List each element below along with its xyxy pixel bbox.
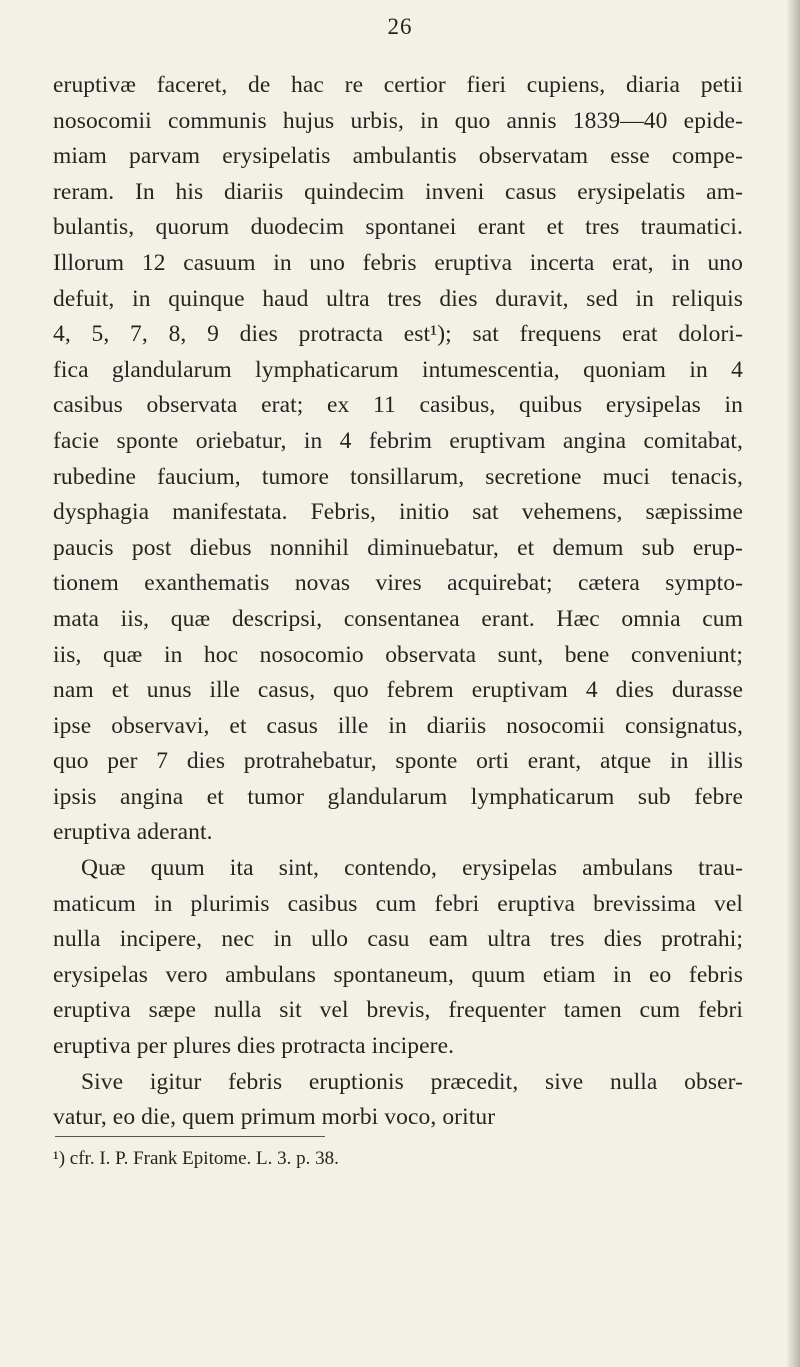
footnote [53,1147,339,1171]
text-line: nam et unus ille casus, quo febrem eruptivam 4 dies durasse [53,677,743,704]
footnote-marker: ¹) [53,1148,66,1169]
text-line: tionem exanthematis novas vires acquirebat; cætera sympto- [53,570,743,597]
text-line: eruptiva aderant. [53,819,213,846]
text-line: eruptivæ faceret, de hac re certior fieri cupiens, diaria petii [53,72,743,98]
text-line: eruptiva sæpe nulla sit vel brevis, frequenter tamen cum febri [53,997,743,1024]
text-line: casibus observata erat; ex 11 casibus, quibus erysipelas in [53,392,743,419]
text-line: reram. In his diariis quindecim inveni casus erysipelatis am- [53,178,743,205]
text-line: eruptiva per plures dies protracta incipere. [53,1033,455,1060]
text-line: Quæ quum ita sint, contendo, erysipelas ambulans trau- [81,855,743,882]
text-line: iis, quæ in hoc nosocomio observata sunt, bene conveniunt; [53,641,743,668]
text-line: quo per 7 dies protrahebatur, sponte orti erant, atque in illis [53,748,743,775]
body-text [53,68,743,1136]
text-line: rubedine faucium, tumore tonsillarum, secretione muci tenacis, [53,463,743,490]
text-line: fica glandularum lymphaticarum intumescentia, quoniam in 4 [53,356,743,383]
text-line: nosocomii communis hujus urbis, in quo annis 1839—40 epide- [53,107,743,134]
page-number: 26 [387,14,413,39]
text-line: nulla incipere, nec in ullo casu eam ultra tres dies protrahi; [53,926,743,953]
footnote-text: cfr. I. P. Frank Epitome. L. 3. p. 38. [69,1148,339,1169]
text-line: miam parvam erysipelatis ambulantis observatam esse compe- [53,143,743,170]
text-line: erysipelas vero ambulans spontaneum, quum etiam in eo febris [53,961,743,988]
text-line: paucis post diebus nonnihil diminuebatur, et demum sub erup- [53,534,743,561]
text-line: ipse observavi, et casus ille in diariis nosocomii consignatus, [53,712,743,739]
text-line: facie sponte oriebatur, in 4 febrim eruptivam angina comitabat, [53,427,743,454]
text-line: bulantis, quorum duodecim spontanei erant et tres traumatici. [53,214,743,241]
text-line: Illorum 12 casuum in uno febris eruptiva incerta erat, in uno [53,249,743,276]
text-line: dysphagia manifestata. Febris, initio sat vehemens, sæpissime [53,499,743,526]
text-line: ipsis angina et tumor glandularum lymphaticarum sub febre [53,783,743,810]
text-line: maticum in plurimis casibus cum febri eruptiva brevissima vel [53,890,743,917]
footnote-rule [55,1136,325,1137]
text-line: mata iis, quæ descripsi, consentanea erant. Hæc omnia cum [53,605,743,632]
text-line: 4, 5, 7, 8, 9 dies protracta est¹); sat frequens erat dolori- [53,321,743,348]
text-line: defuit, in quinque haud ultra tres dies duravit, sed in reliquis [53,285,743,312]
page-edge-shadow [786,0,800,1367]
text-line: vatur, eo die, quem primum morbi voco, oritur [53,1104,496,1131]
text-line: Sive igitur febris eruptionis præcedit, sive nulla obser- [81,1068,743,1095]
